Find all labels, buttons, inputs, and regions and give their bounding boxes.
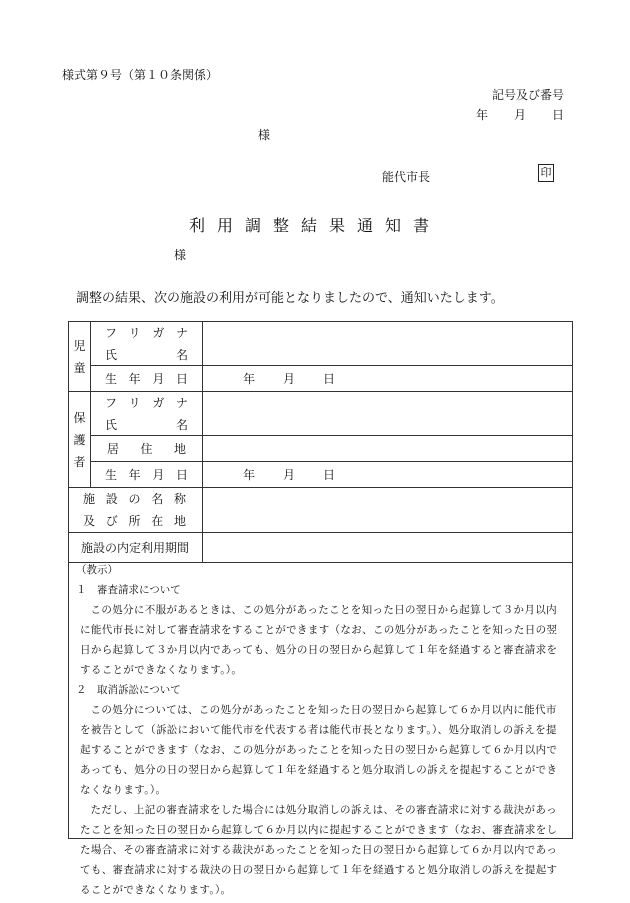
guardian-address-label: 居 住 地 (91, 436, 203, 462)
child-birthdate-label: 生 年 月 日 (91, 366, 203, 392)
addressee-suffix: 様 (174, 248, 187, 262)
guardian-furigana-field[interactable] (203, 392, 573, 414)
child-group-label: 児 童 (69, 322, 91, 392)
guardian-furigana-label: フ リ ガ ナ (91, 392, 203, 414)
instruction-1-body: この処分に不服があるときは、この処分があったことを知った日の翌日から起算して３か月以内に能代市長に対して審査請求をすることができます（なお、この処分があったことを知った日の翌日から起算して３か月以内であっても、処分の日の翌日から起算して１年を経過すると審査請求をすることができなくなります。）。 (80, 604, 558, 676)
child-furigana-field[interactable] (203, 322, 573, 344)
issue-date-month: 月 (513, 108, 526, 122)
document-title: 利用調整結果通知書 (188, 216, 441, 235)
period-field[interactable] (203, 533, 573, 563)
child-name-label: 氏 名 (91, 344, 203, 366)
facility-field[interactable] (203, 488, 573, 533)
child-birthdate-field[interactable]: 年 月 日 (203, 366, 573, 392)
instructions (76, 560, 566, 900)
issue-date (476, 106, 564, 123)
child-name-field[interactable] (203, 344, 573, 366)
issuer-name: 能代市長 (382, 170, 431, 184)
period-label: 施設の内定利用期間 (69, 533, 203, 563)
guardian-birthdate-label: 生 年 月 日 (91, 462, 203, 488)
guardian-birthdate-field[interactable]: 年 月 日 (203, 462, 573, 488)
issue-date-day: 日 (551, 108, 564, 122)
reference-number-label: 記号及び番号 (491, 88, 564, 102)
guardian-name-label: 氏 名 (91, 414, 203, 436)
facility-label: 施 設 の 名 称 及 び 所 在 地 (69, 488, 203, 533)
instructions-heading: （教示） (76, 564, 118, 576)
addressee-suffix-top: 様 (258, 128, 271, 142)
guardian-group-label: 保 護 者 (69, 392, 91, 488)
intro-text: 調整の結果、次の施設の利用が可能となりましたので、通知いたします。 (76, 291, 504, 306)
guardian-name-field[interactable] (203, 414, 573, 436)
instruction-2-proviso: ただし、上記の審査請求をした場合には処分取消しの訴えは、その審査請求に対する裁決があったことを知った日の翌日から起算して６か月以内に提起することができます（なお、審査請求をした場合、その審査請求に対する裁決があったことを知った日の翌日から起算して６か月以内であっても、審査請求に対する裁決の日の翌日から起算して１年を経過すると処分取消しの訴えを提起することができなくなります。）。 (80, 804, 558, 896)
instruction-2-body: この処分については、この処分があったことを知った日の翌日から起算して６か月以内に能代市を被告として（訴訟において能代市を代表する者は能代市長となります。）、処分取消しの訴えを提起することができます（なお、この処分があったことを知った日の翌日から起算して６か月以内であっても、処分の日の翌日から起算して１年を経過すると処分取消しの訴えを提起することができなくなります。）。 (80, 704, 558, 796)
form-number: 様式第９号（第１０条関係） (62, 68, 219, 82)
instruction-1-title: １ 審査請求について (76, 584, 181, 596)
seal-stamp: 印 (538, 164, 554, 182)
notification-table (68, 321, 573, 563)
child-furigana-label: フ リ ガ ナ (91, 322, 203, 344)
issue-date-year: 年 (475, 108, 488, 122)
instruction-2-title: ２ 取消訴訟について (76, 684, 181, 696)
guardian-address-field[interactable] (203, 436, 573, 462)
